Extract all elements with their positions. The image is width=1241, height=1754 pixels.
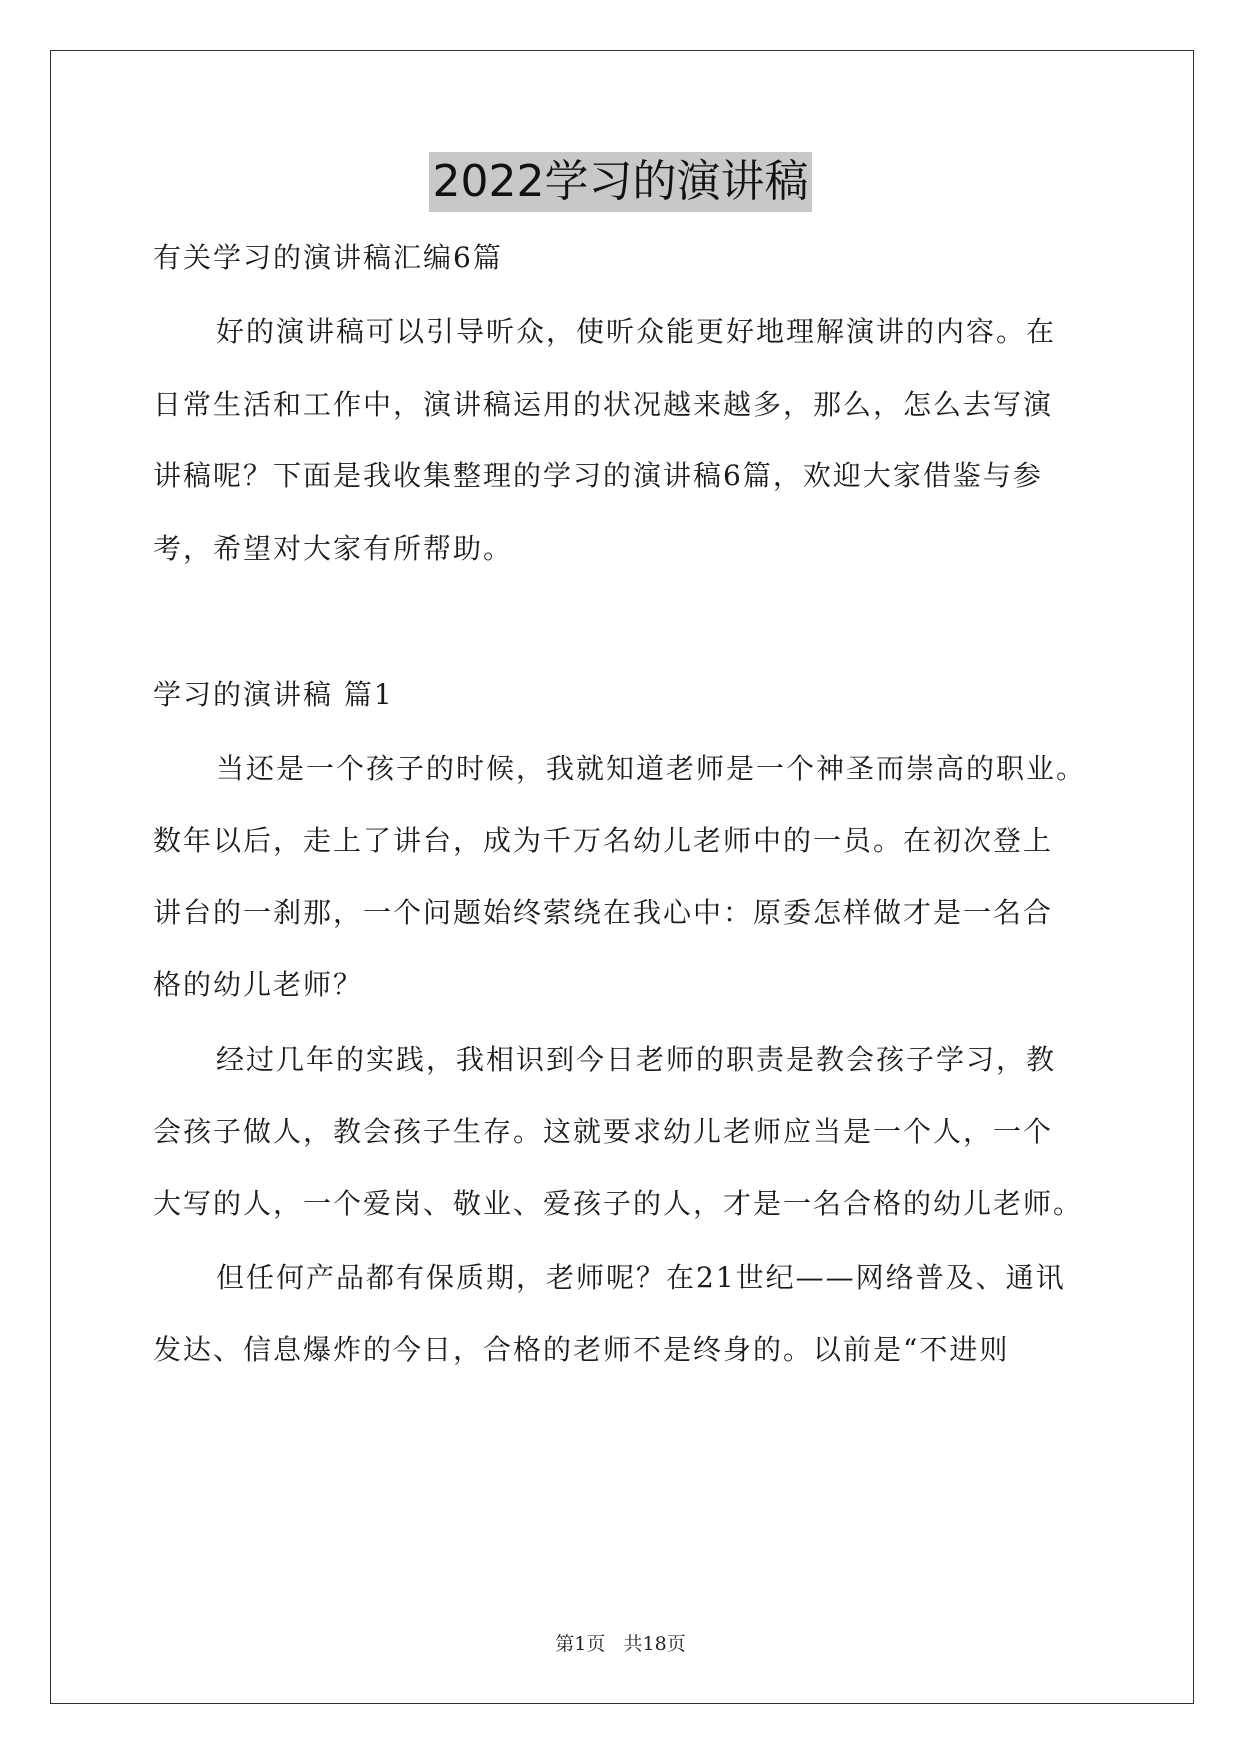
paragraph-line: 会孩子做人，教会孩子生存。这就要求幼儿老师应当是一个人，一个 (153, 1115, 1054, 1148)
title-container (0, 152, 1241, 212)
intro-line: 日常生活和工作中，演讲稿运用的状况越来越多，那么，怎么去写演 (153, 388, 1054, 421)
paragraph-line: 当还是一个孩子的时候，我就知道老师是一个神圣而崇高的职业。 (216, 752, 1087, 785)
paragraph-line: 经过几年的实践，我相识到今日老师的职责是教会孩子学习，教 (216, 1043, 1057, 1076)
intro-line: 好的演讲稿可以引导听众，使听众能更好地理解演讲的内容。在 (216, 315, 1057, 348)
intro-line: 讲稿呢？下面是我收集整理的学习的演讲稿6篇，欢迎大家借鉴与参 (153, 459, 1043, 492)
page-total: 共18页 (623, 1633, 686, 1655)
document-subtitle: 有关学习的演讲稿汇编6篇 (153, 241, 503, 274)
page-number: 第1页 (555, 1633, 606, 1655)
section-heading: 学习的演讲稿 篇1 (153, 678, 394, 711)
paragraph-line: 格的幼儿老师？ (153, 968, 364, 1001)
document-title: 2022学习的演讲稿 (429, 152, 813, 212)
paragraph-line: 发达、信息爆炸的今日，合格的老师不是终身的。以前是“不进则 (153, 1333, 1010, 1366)
paragraph-line: 但任何产品都有保质期，老师呢？在21世纪——网络普及、通讯 (216, 1261, 1066, 1294)
paragraph-line: 大写的人，一个爱岗、敬业、爱孩子的人，才是一名合格的幼儿老师。 (153, 1187, 1084, 1220)
paragraph-line: 讲台的一刹那，一个问题始终萦绕在我心中：原委怎样做才是一名合 (153, 896, 1054, 929)
intro-line: 考，希望对大家有所帮助。 (153, 532, 514, 565)
page-footer (0, 1632, 1241, 1656)
paragraph-line: 数年以后，走上了讲台，成为千万名幼儿老师中的一员。在初次登上 (153, 824, 1054, 857)
page-border (50, 50, 1194, 1704)
